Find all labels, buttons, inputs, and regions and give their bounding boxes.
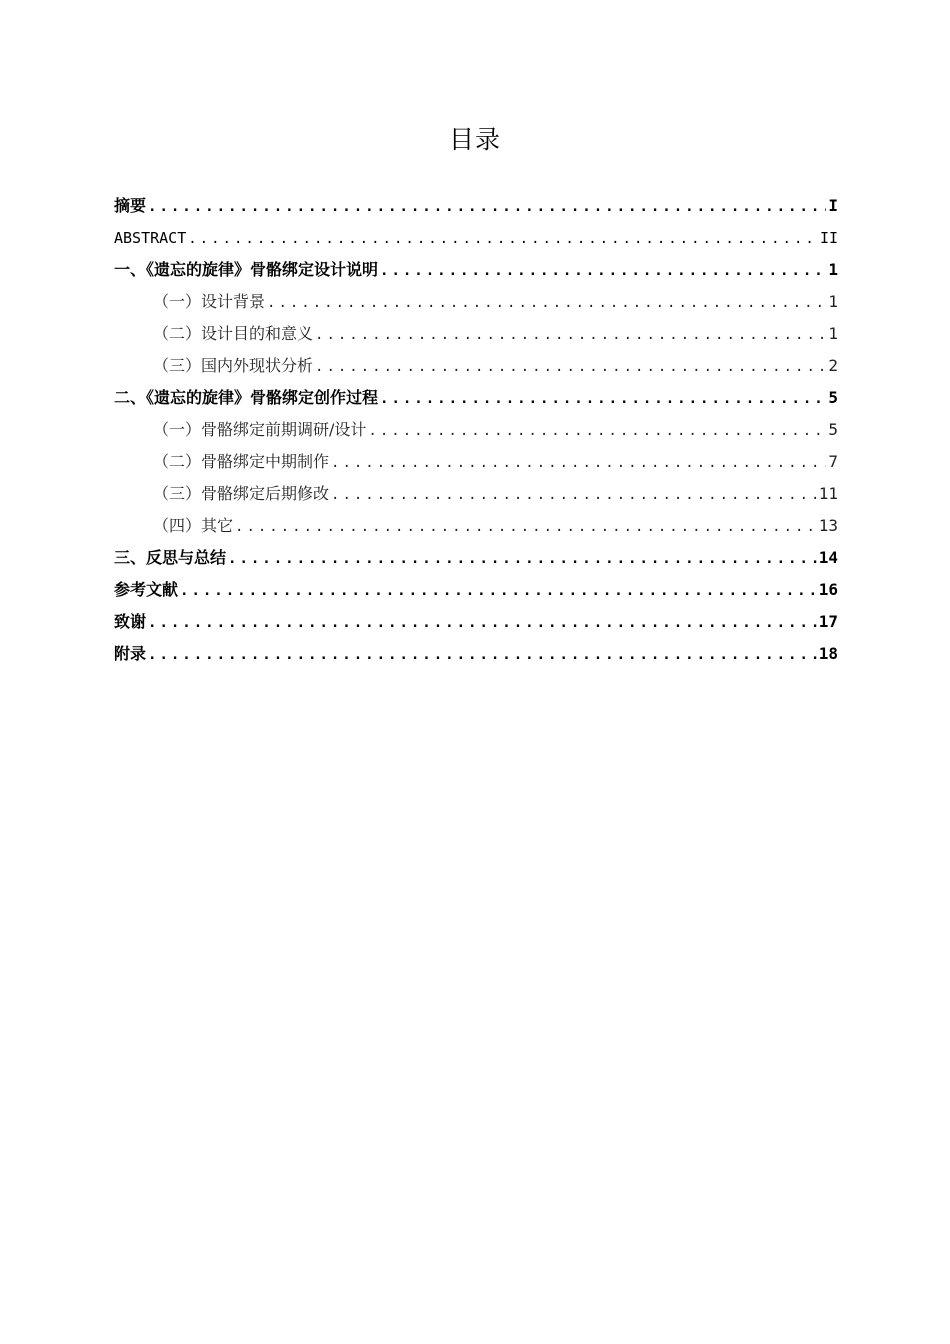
toc-leader-dots [315, 319, 826, 350]
toc-leader-dots [180, 575, 817, 606]
toc-page-number: 17 [818, 612, 838, 631]
toc-entry-label: （一）设计背景 [153, 292, 266, 311]
toc-leader-dots [380, 255, 826, 286]
toc-entry-label: 参考文献 [114, 580, 179, 599]
table-of-contents [114, 190, 838, 670]
toc-entry-acknowledgements[interactable] [114, 606, 838, 638]
toc-entry-label: 二、《遗忘的旋律》骨骼绑定创作过程 [114, 388, 379, 407]
toc-page-number: 1 [828, 292, 838, 311]
toc-leader-dots [188, 223, 818, 254]
page-title: 目录 [448, 125, 501, 154]
toc-entry-abstract-en[interactable] [114, 222, 838, 254]
toc-entry-label: （三）国内外现状分析 [153, 356, 314, 375]
toc-page-number: 7 [828, 452, 838, 471]
toc-leader-dots [148, 639, 817, 670]
toc-page-number: 11 [818, 484, 838, 503]
toc-entry-abstract-cn[interactable] [114, 190, 838, 222]
toc-page-number: II [819, 229, 838, 247]
toc-entry-section-1-1[interactable] [114, 286, 838, 318]
toc-leader-dots [380, 383, 826, 414]
toc-entry-label: 一、《遗忘的旋律》骨骼绑定设计说明 [114, 260, 379, 279]
toc-entry-label: ABSTRACT [114, 229, 187, 247]
toc-leader-dots [235, 511, 817, 542]
toc-page-number: 5 [828, 388, 838, 407]
toc-page-number: 14 [818, 548, 838, 567]
toc-page-number: 18 [818, 644, 838, 663]
toc-entry-section-1-2[interactable] [114, 318, 838, 350]
toc-entry-label: 致谢 [114, 612, 147, 631]
toc-page-number: 16 [818, 580, 838, 599]
toc-page-number: 1 [828, 260, 838, 279]
toc-page-number: 5 [828, 420, 838, 439]
toc-leader-dots [331, 447, 826, 478]
toc-entry-label: 三、反思与总结 [114, 548, 227, 567]
toc-entry-label: （一）骨骼绑定前期调研/设计 [153, 420, 367, 439]
toc-entry-section-1-3[interactable] [114, 350, 838, 382]
toc-leader-dots [148, 191, 826, 222]
toc-page-number: 1 [828, 324, 838, 343]
toc-entry-chapter-3[interactable] [114, 542, 838, 574]
toc-entry-label: （三）骨骼绑定后期修改 [153, 484, 330, 503]
toc-entry-chapter-2[interactable] [114, 382, 838, 414]
toc-entry-section-2-2[interactable] [114, 446, 838, 478]
toc-entry-label: 附录 [114, 644, 147, 663]
toc-entry-label: （二）设计目的和意义 [153, 324, 314, 343]
toc-leader-dots [228, 543, 817, 574]
toc-entry-section-2-1[interactable] [114, 414, 838, 446]
toc-entry-label: 摘要 [114, 196, 147, 215]
toc-entry-chapter-1[interactable] [114, 254, 838, 286]
toc-entry-references[interactable] [114, 574, 838, 606]
toc-leader-dots [368, 415, 826, 446]
toc-leader-dots [148, 607, 817, 638]
toc-leader-dots [331, 479, 817, 510]
toc-page-number: I [828, 196, 838, 215]
toc-leader-dots [315, 351, 826, 382]
toc-leader-dots [267, 287, 826, 318]
toc-entry-label: （二）骨骼绑定中期制作 [153, 452, 330, 471]
toc-page-number: 2 [828, 356, 838, 375]
toc-entry-label: （四）其它 [153, 516, 234, 535]
toc-page-number: 13 [818, 516, 838, 535]
toc-entry-section-2-4[interactable] [114, 510, 838, 542]
toc-entry-section-2-3[interactable] [114, 478, 838, 510]
toc-entry-appendix[interactable] [114, 638, 838, 670]
